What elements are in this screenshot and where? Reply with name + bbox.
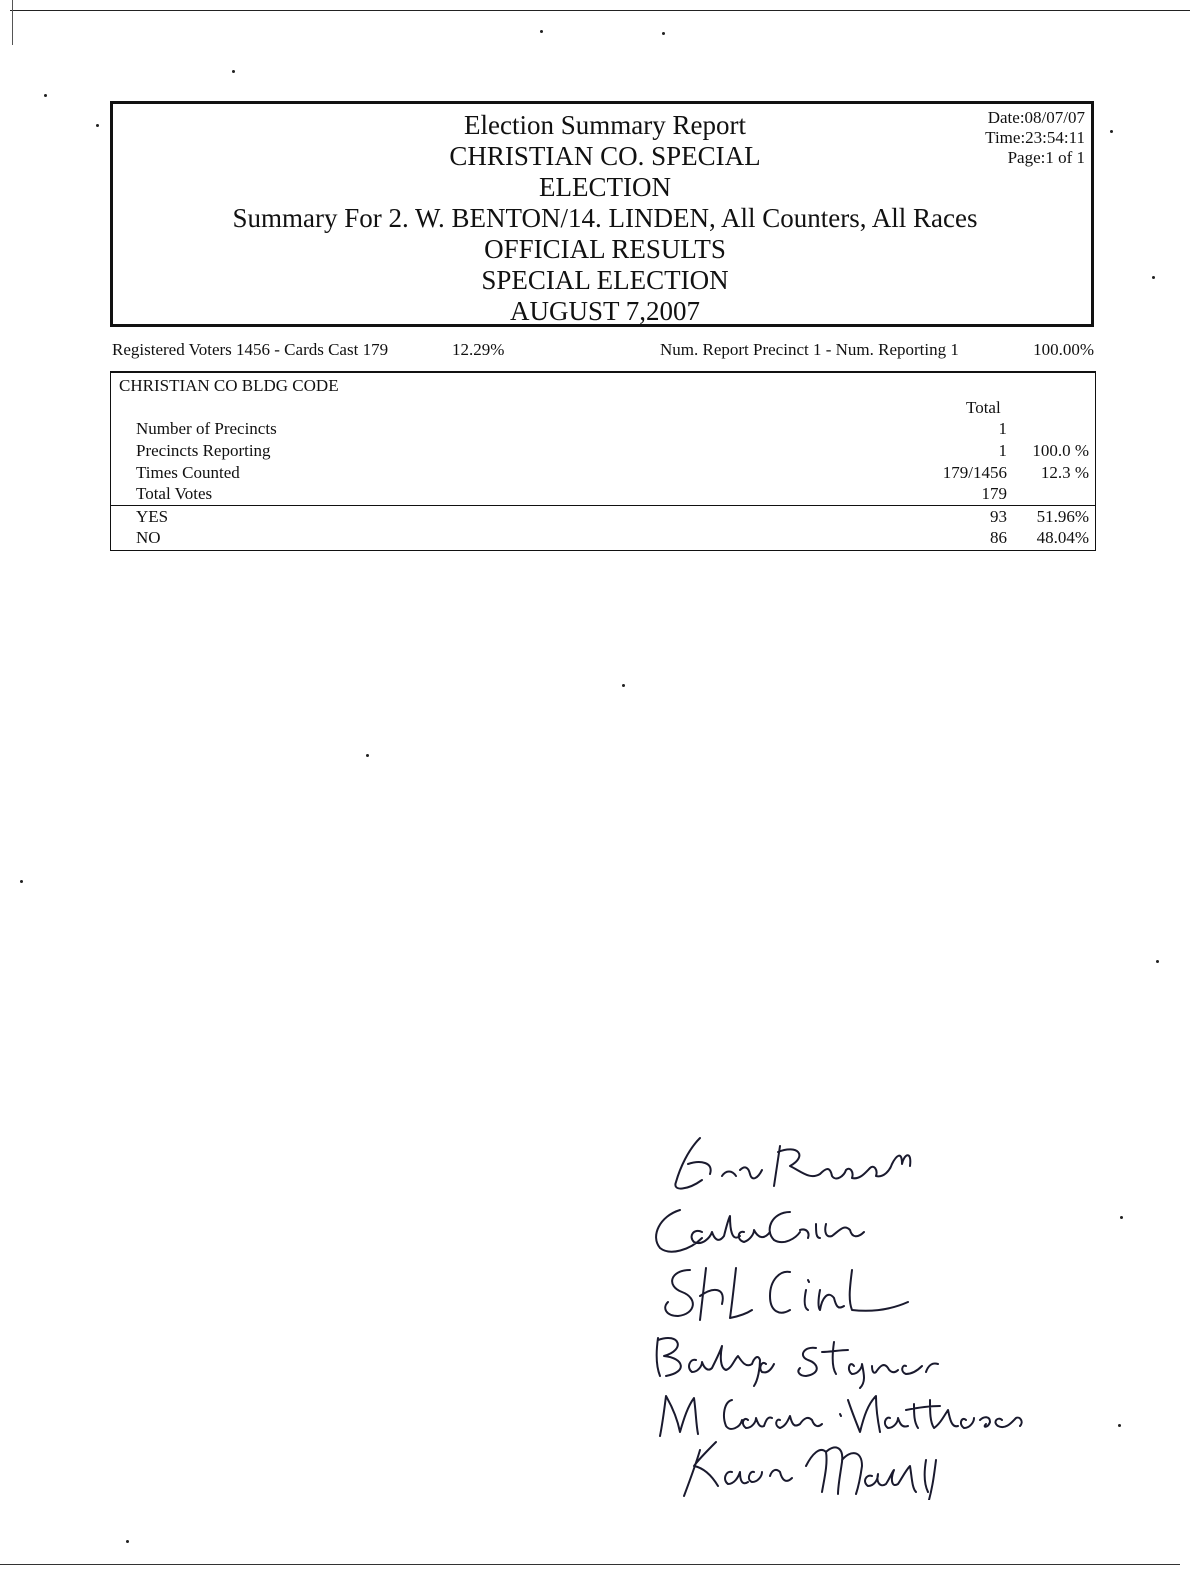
stat-value: 179/1456 (942, 463, 1007, 482)
scan-edge-top (10, 10, 1190, 11)
stat-percent: 100.0 % (1032, 441, 1089, 460)
signature (684, 1442, 936, 1500)
scan-speck (44, 94, 47, 97)
stat-percent: 12.3 % (1040, 463, 1089, 482)
total-column-header: Total (966, 398, 1001, 417)
race-results-box (110, 371, 1096, 551)
choice-percent: 51.96% (1036, 507, 1089, 526)
choice-votes: 93 (990, 507, 1007, 526)
report-meta (985, 108, 1085, 168)
scan-speck (366, 754, 369, 757)
signature (657, 1338, 938, 1388)
scan-speck (1156, 960, 1159, 963)
report-date: Date:08/07/07 (987, 108, 1085, 127)
choice-row (111, 507, 1095, 529)
scan-speck (622, 684, 625, 687)
scan-speck (1120, 1216, 1123, 1219)
scan-edge-left (12, 0, 13, 45)
report-page: Page:1 of 1 (1007, 148, 1085, 167)
precincts-reporting-percent: 100.00% (1033, 340, 1094, 359)
scan-speck (1110, 130, 1113, 133)
report-title: Election Summary Report (464, 110, 746, 140)
stat-value: 1 (998, 441, 1007, 460)
report-official-line: OFFICIAL RESULTS (484, 234, 726, 264)
report-title-block (113, 110, 1097, 327)
report-county-line: CHRISTIAN CO. SPECIAL (449, 141, 761, 171)
choice-row (111, 528, 1095, 550)
stat-label: Precincts Reporting (136, 441, 271, 460)
choices-divider (111, 505, 1095, 506)
stat-label: Times Counted (136, 463, 240, 482)
turnout-percent: 12.29% (452, 340, 505, 359)
signatures (640, 1120, 1060, 1500)
choice-label: NO (136, 528, 161, 547)
report-election-line: ELECTION (539, 172, 671, 202)
precincts-reporting-text: Num. Report Precinct 1 - Num. Reporting 1 (660, 340, 959, 359)
report-summary-line: Summary For 2. W. BENTON/14. LINDEN, All Counters, All Races (232, 203, 978, 233)
scan-speck (232, 70, 235, 73)
scan-speck (540, 30, 543, 33)
choice-label: YES (136, 507, 169, 526)
report-time: Time:23:54:11 (985, 128, 1085, 147)
scan-speck (1118, 1424, 1121, 1427)
stat-row (111, 441, 1095, 463)
scan-edge-bottom (0, 1564, 1180, 1565)
stat-row (111, 484, 1095, 506)
stat-value: 179 (981, 484, 1007, 503)
report-special-line: SPECIAL ELECTION (481, 265, 729, 295)
signature (660, 1396, 1022, 1436)
choice-percent: 48.04% (1036, 528, 1089, 547)
summary-row (112, 340, 1094, 362)
signature (656, 1210, 864, 1252)
stat-label: Total Votes (136, 484, 213, 503)
report-header-box (110, 101, 1094, 327)
stat-row (111, 419, 1095, 441)
signature (665, 1268, 908, 1320)
scan-speck (20, 880, 23, 883)
registered-voters-text: Registered Voters 1456 - Cards Cast 179 (112, 340, 389, 359)
stat-label: Number of Precincts (136, 419, 277, 438)
signature (675, 1138, 910, 1189)
stat-row (111, 463, 1095, 485)
scan-speck (126, 1540, 129, 1543)
stat-value: 1 (998, 419, 1007, 438)
scan-speck (662, 32, 665, 35)
choice-votes: 86 (990, 528, 1007, 547)
race-title: CHRISTIAN CO BLDG CODE (119, 376, 339, 395)
report-date-line: AUGUST 7,2007 (509, 296, 700, 326)
scan-speck (96, 124, 99, 127)
scan-speck (1152, 276, 1155, 279)
